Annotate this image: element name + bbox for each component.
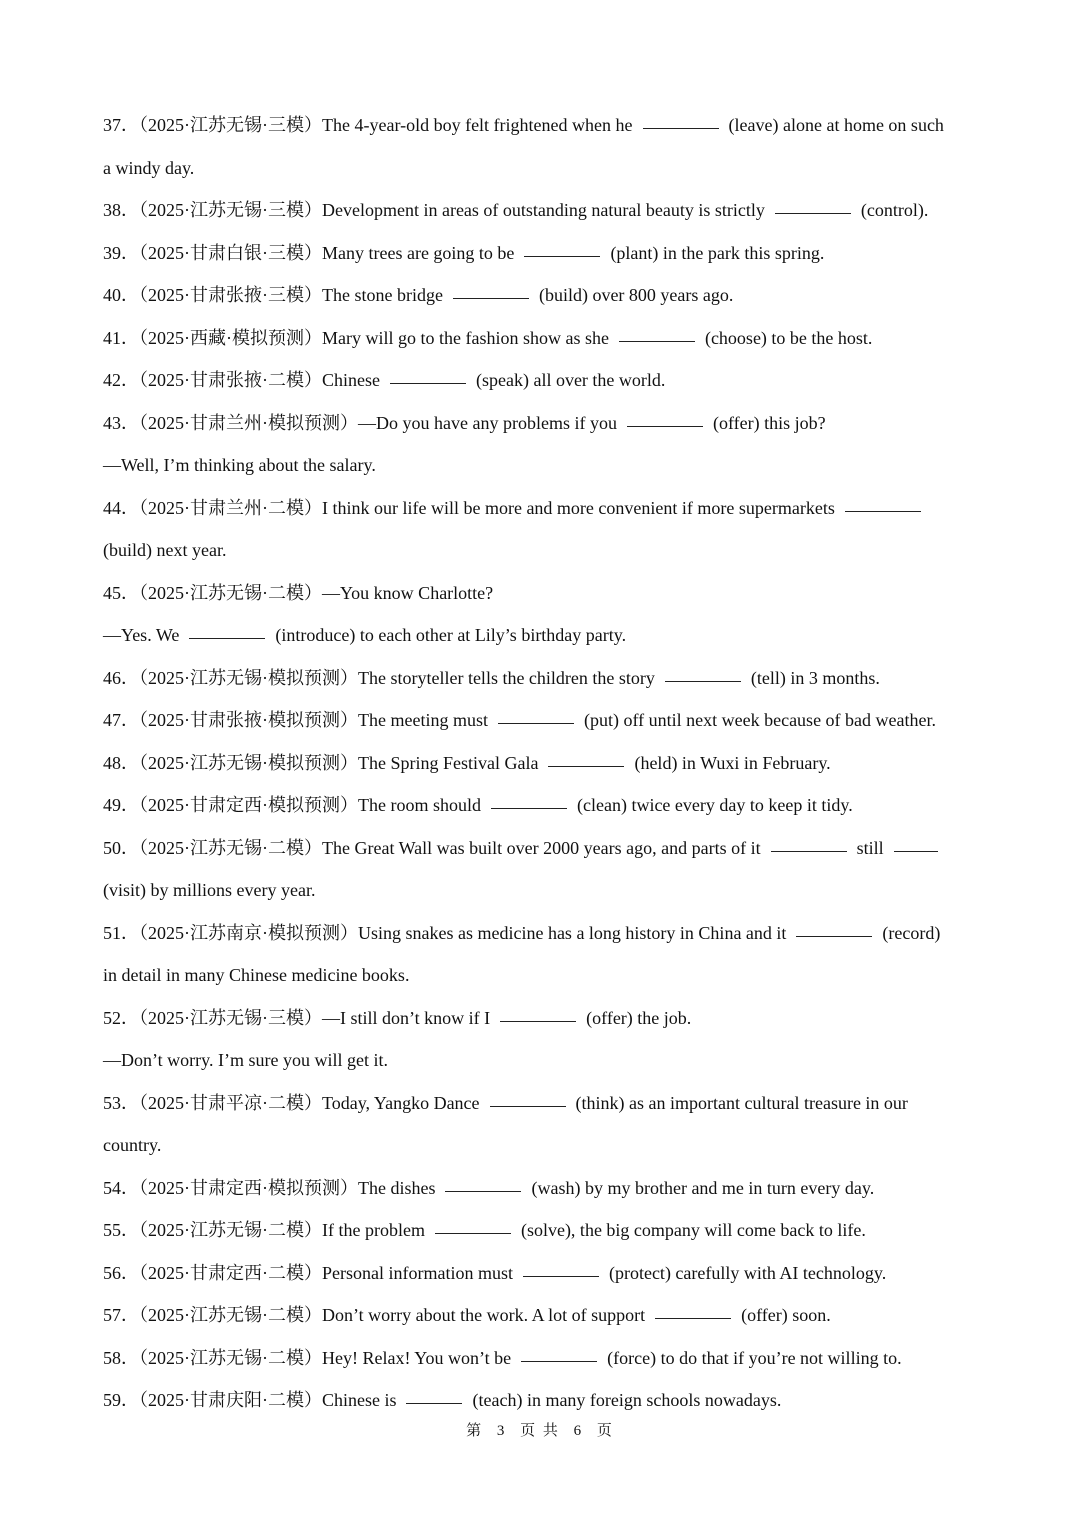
question-text: (choose) to be the host. [704, 327, 873, 348]
question-text: 41．（2025·西藏·模拟预测）Mary will go to the fashion show as she [103, 327, 609, 348]
question-line [103, 1039, 979, 1082]
question-text: (offer) the job. [586, 1007, 692, 1028]
question-text: —Don’t worry. I’m sure you will get it. [103, 1050, 388, 1070]
question-line [103, 487, 979, 530]
answer-blank[interactable] [548, 765, 624, 767]
question-line [103, 742, 979, 785]
question-text: (introduce) to each other at Lily’s birthday party. [275, 625, 627, 645]
question-item [103, 487, 979, 572]
question-text: country. [103, 1135, 162, 1155]
answer-blank[interactable] [771, 850, 847, 852]
question-text: 46．（2025·江苏无锡·模拟预测）The storyteller tells the children the story [103, 667, 655, 688]
footer-prefix: 第 [466, 1423, 484, 1439]
question-line [103, 147, 979, 190]
answer-blank[interactable] [189, 637, 265, 639]
footer-total-pages: 6 [573, 1423, 584, 1439]
answer-blank[interactable] [490, 1105, 566, 1107]
question-text: (clean) twice every day to keep it tidy. [576, 795, 853, 815]
answer-blank[interactable] [500, 1020, 576, 1022]
question-text: 37．（2025·江苏无锡·三模）The 4-year-old boy felt frightened when he [103, 115, 633, 135]
answer-blank[interactable] [665, 680, 741, 682]
question-item [103, 232, 979, 275]
question-text: (think) as an important cultural treasure in our [575, 1092, 908, 1113]
question-item [103, 402, 979, 487]
question-text: —Well, I’m thinking about the salary. [103, 455, 376, 475]
question-item [103, 1337, 979, 1380]
question-item [103, 104, 979, 189]
question-text: (build) next year. [103, 540, 227, 560]
question-text: (protect) carefully with AI technology. [608, 1262, 887, 1283]
question-text: 52．（2025·江苏无锡·三模）—I still don’t know if I [103, 1007, 491, 1028]
question-item [103, 784, 979, 827]
question-item [103, 189, 979, 232]
question-text: (wash) by my brother and me in turn every day. [531, 1177, 875, 1198]
question-list [103, 104, 979, 1422]
question-text: 43．（2025·甘肃兰州·模拟预测）—Do you have any problems if you [103, 412, 617, 433]
question-line [103, 189, 979, 232]
question-text: (leave) alone at home on such [728, 115, 944, 135]
question-item [103, 1379, 979, 1422]
question-text: (tell) in 3 months. [750, 667, 880, 688]
question-line [103, 1082, 979, 1125]
answer-blank[interactable] [775, 212, 851, 214]
question-text: 50．（2025·江苏无锡·二模）The Great Wall was built over 2000 years ago, and parts of it [103, 837, 761, 858]
answer-blank[interactable] [524, 255, 600, 257]
question-text: 45．（2025·江苏无锡·二模）—You know Charlotte? [103, 582, 494, 603]
question-text: (force) to do that if you’re not willing to. [607, 1347, 902, 1368]
answer-blank[interactable] [796, 935, 872, 937]
footer-middle: 页 共 [520, 1423, 560, 1439]
answer-blank[interactable] [491, 807, 567, 809]
question-text: (visit) by millions every year. [103, 880, 316, 900]
question-text: (control). [860, 200, 929, 220]
question-text: 57．（2025·江苏无锡·二模）Don’t worry about the work. A lot of support [103, 1305, 646, 1325]
question-text: a windy day. [103, 157, 195, 178]
question-text: (teach) in many foreign schools nowadays. [472, 1390, 782, 1410]
question-line [103, 1167, 979, 1210]
question-item [103, 827, 979, 912]
question-item [103, 997, 979, 1082]
question-line [103, 444, 979, 487]
question-text: (record) [882, 922, 941, 943]
question-text: 55．（2025·江苏无锡·二模）If the problem [103, 1220, 425, 1240]
page-footer [0, 1419, 1080, 1440]
question-line [103, 997, 979, 1040]
question-item [103, 657, 979, 700]
question-text: 44．（2025·甘肃兰州·二模）I think our life will be more and more convenient if more supermarkets [103, 497, 835, 518]
question-item [103, 1209, 979, 1252]
question-text: 51．（2025·江苏南京·模拟预测）Using snakes as medicine has a long history in China and it [103, 922, 787, 943]
question-text: 42．（2025·甘肃张掖·二模）Chinese [103, 370, 380, 390]
answer-blank[interactable] [619, 340, 695, 342]
question-text: 40．（2025·甘肃张掖·三模）The stone bridge [103, 285, 443, 305]
answer-blank[interactable] [498, 722, 574, 724]
question-item [103, 1167, 979, 1210]
question-item [103, 274, 979, 317]
answer-blank[interactable] [894, 850, 938, 852]
question-text: still [856, 837, 884, 858]
question-line [103, 232, 979, 275]
question-line [103, 1124, 979, 1167]
question-text: (offer) this job? [712, 412, 826, 433]
question-text: 48．（2025·江苏无锡·模拟预测）The Spring Festival Gala [103, 752, 539, 773]
question-text: 54．（2025·甘肃定西·模拟预测）The dishes [103, 1177, 436, 1198]
question-text: (build) over 800 years ago. [538, 285, 734, 305]
question-item [103, 699, 979, 742]
question-line [103, 1294, 979, 1337]
question-text: in detail in many Chinese medicine books. [103, 965, 410, 985]
question-item [103, 1294, 979, 1337]
question-line [103, 912, 979, 955]
question-line [103, 104, 979, 147]
question-text: 47．（2025·甘肃张掖·模拟预测）The meeting must [103, 710, 488, 730]
answer-blank[interactable] [845, 510, 921, 512]
question-text: (offer) soon. [741, 1305, 831, 1325]
answer-blank[interactable] [643, 127, 719, 129]
question-line [103, 317, 979, 360]
question-line [103, 359, 979, 402]
question-text: —Yes. We [103, 625, 180, 645]
answer-blank[interactable] [453, 297, 529, 299]
answer-blank[interactable] [445, 1190, 521, 1192]
answer-blank[interactable] [435, 1232, 511, 1234]
question-line [103, 529, 979, 572]
question-item [103, 572, 979, 657]
question-line [103, 954, 979, 997]
footer-suffix: 页 [596, 1423, 614, 1439]
question-item [103, 912, 979, 997]
question-line [103, 1337, 979, 1380]
answer-blank[interactable] [655, 1317, 731, 1319]
question-text: 58．（2025·江苏无锡·二模）Hey! Relax! You won’t be [103, 1347, 512, 1368]
question-text: 38．（2025·江苏无锡·三模）Development in areas of outstanding natural beauty is strictly [103, 200, 765, 220]
question-line [103, 614, 979, 657]
question-line [103, 699, 979, 742]
answer-blank[interactable] [627, 425, 703, 427]
question-line [103, 1252, 979, 1295]
question-text: 49．（2025·甘肃定西·模拟预测）The room should [103, 795, 481, 815]
question-line [103, 402, 979, 445]
question-item [103, 359, 979, 402]
question-text: 39．（2025·甘肃白银·三模）Many trees are going to be [103, 242, 515, 263]
question-text: (held) in Wuxi in February. [634, 752, 831, 773]
answer-blank[interactable] [390, 382, 466, 384]
question-text: (put) off until next week because of bad weather. [583, 710, 937, 730]
question-text: (plant) in the park this spring. [610, 242, 825, 263]
footer-page-number: 3 [496, 1423, 507, 1439]
question-line [103, 827, 979, 870]
question-text: 59．（2025·甘肃庆阳·二模）Chinese is [103, 1390, 397, 1410]
answer-blank[interactable] [521, 1360, 597, 1362]
question-text: 56．（2025·甘肃定西·二模）Personal information must [103, 1262, 513, 1283]
answer-blank[interactable] [523, 1275, 599, 1277]
answer-blank[interactable] [406, 1402, 462, 1404]
question-line [103, 1209, 979, 1252]
question-item [103, 1252, 979, 1295]
question-item [103, 1082, 979, 1167]
question-line [103, 657, 979, 700]
question-item [103, 317, 979, 360]
question-text: (solve), the big company will come back to life. [520, 1220, 866, 1240]
question-line [103, 869, 979, 912]
question-text: (speak) all over the world. [475, 370, 666, 390]
question-item [103, 742, 979, 785]
question-line [103, 572, 979, 615]
question-text: 53．（2025·甘肃平凉·二模）Today, Yangko Dance [103, 1092, 480, 1113]
question-line [103, 784, 979, 827]
question-line [103, 274, 979, 317]
question-line [103, 1379, 979, 1422]
